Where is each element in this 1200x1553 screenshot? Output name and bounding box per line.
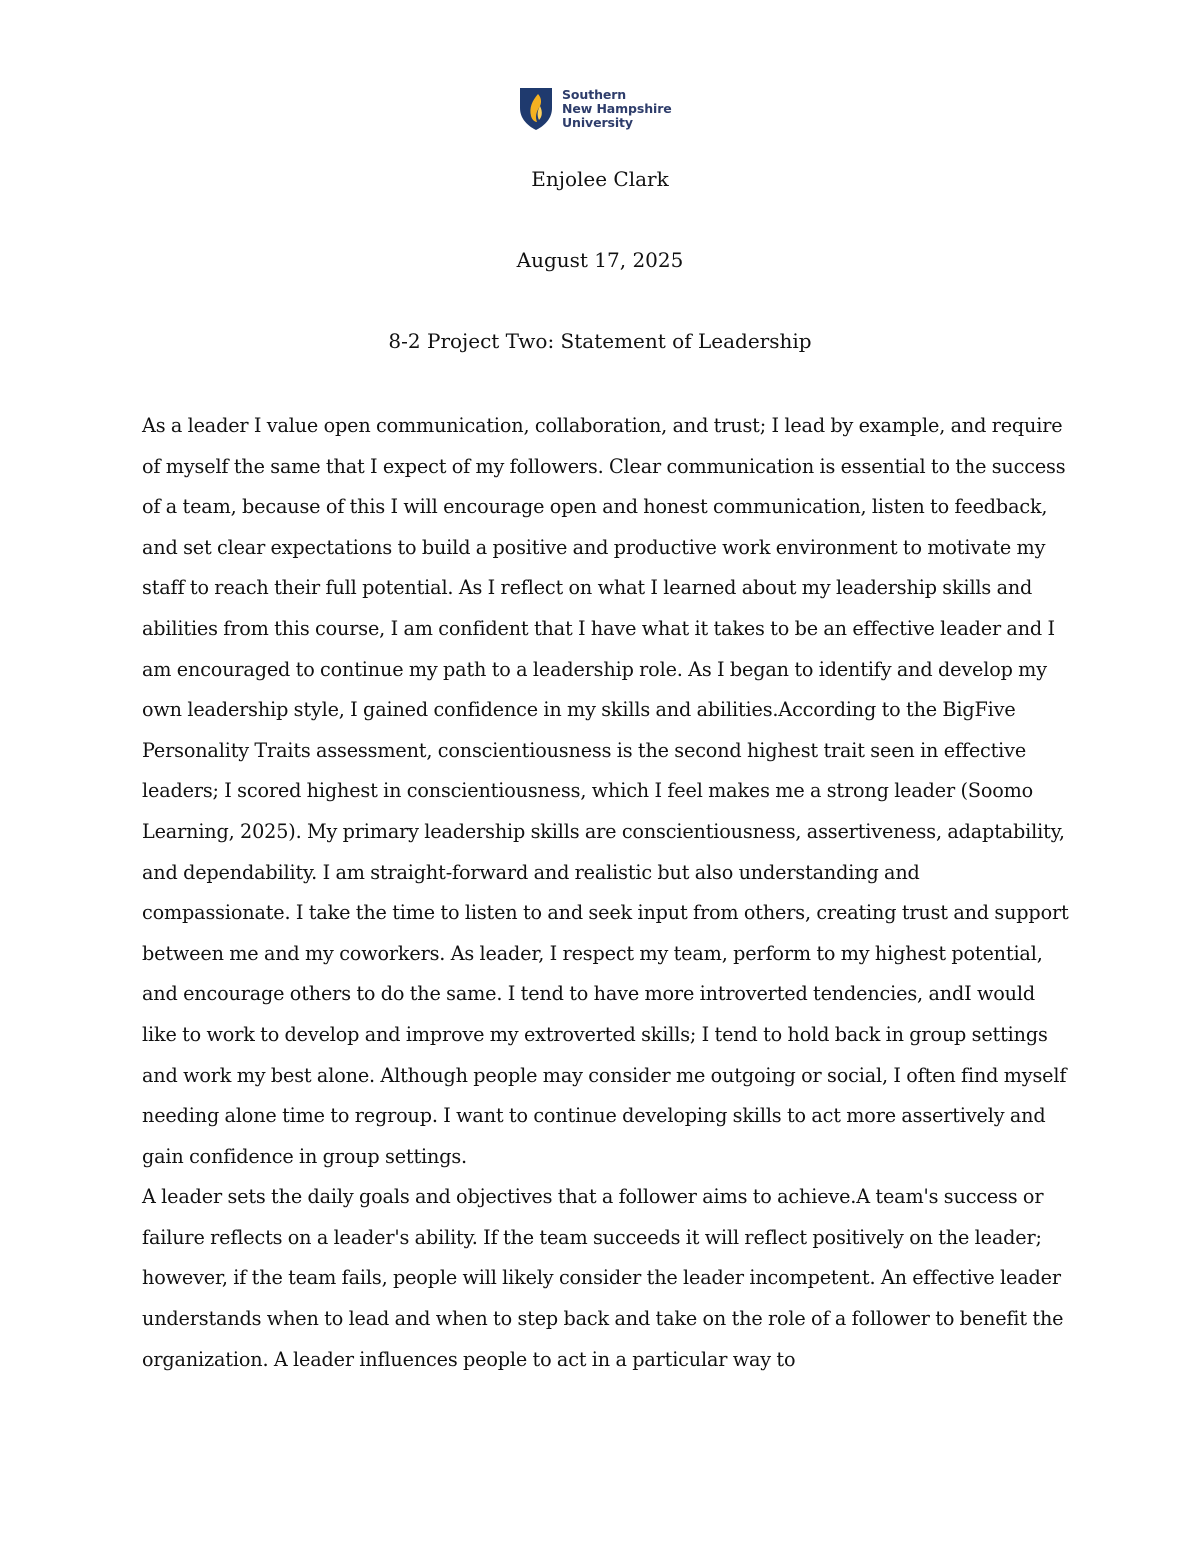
logo-line-1: Southern <box>562 87 627 102</box>
document-date: August 17, 2025 <box>516 248 684 272</box>
paragraph-2: A leader sets the daily goals and objectives that a follower aims to achieve.A team's success or failure reflects on a leader's ability. If the team succeeds it will reflect positively on the leader; however, if the team fails, people will likely consider the leader incompetent. An effective leader understands when to lead and when to step back and take on the role of a follower to benefit the organization. A leader influences people to act in a particular way to <box>142 1185 1064 1371</box>
shield-flame-icon <box>518 86 554 132</box>
university-logo <box>518 84 688 134</box>
document-title: 8-2 Project Two: Statement of Leadership <box>388 329 812 353</box>
paragraph-1: As a leader I value open communication, collaboration, and trust; I lead by example, and require of myself the same that I expect of my followers. Clear communication is essential to the success of a team, because of this I will encourage open and honest communication, listen to feedback, and set clear expectations to build a positive and productive work environment to motivate my staff to reach their full potential. As I reflect on what I learned about my leadership skills and abilities from this course, I am confident that I have what it takes to be an effective leader and I am encouraged to continue my path to a leadership role. As I began to identify and develop my own leadership style, I gained confidence in my skills and abilities.According to the BigFive Personality Traits assessment, conscientiousness is the second highest trait seen in effective leaders; I scored highest in conscientiousness, which I feel makes me a strong leader (Soomo Learning, 2025). My primary leadership skills are conscientiousness, assertiveness, adaptability, and dependability. I am straight-forward and realistic but also understanding and compassionate. I take the time to listen to and seek input from others, creating trust and support between me and my coworkers. As leader, I respect my team, perform to my highest potential, and encourage others to do the same. I tend to have more introverted tendencies, andI would like to work to develop and improve my extroverted skills; I tend to hold back in group settings and work my best alone. Although people may consider me outgoing or social, I often find myself needing alone time to regroup. I want to continue developing skills to act more assertively and gain confidence in group settings. <box>142 414 1069 1168</box>
author-name: Enjolee Clark <box>531 167 669 191</box>
logo-wordmark <box>562 88 672 130</box>
logo-line-3: University <box>562 115 633 130</box>
logo-line-2: New Hampshire <box>562 101 672 116</box>
body-text <box>142 406 1072 1380</box>
